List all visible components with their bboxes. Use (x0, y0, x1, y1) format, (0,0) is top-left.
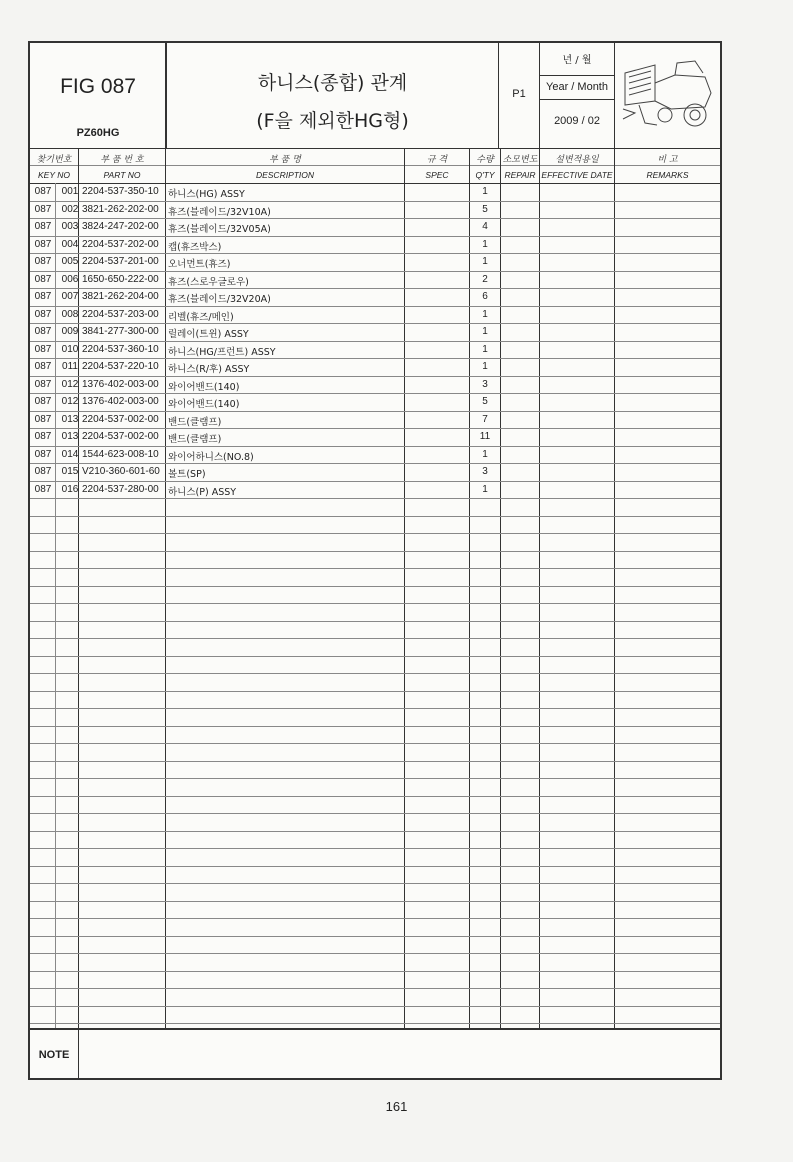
row-rule (30, 656, 720, 657)
year-month-value: 2009 / 02 (554, 115, 600, 127)
row-rule (30, 638, 720, 639)
row-rule (30, 691, 720, 692)
column-header-effective-date: EFFECTIVE DATE (541, 170, 613, 180)
item-number: 003 (61, 221, 79, 232)
machine-illustration (615, 43, 722, 148)
quantity: 3 (482, 466, 488, 477)
part-number: 1544-623-008-10 (82, 448, 159, 460)
part-number: 1376-402-003-00 (82, 378, 159, 390)
column-header-qty-kr: 수량 (476, 155, 494, 165)
column-header-effective-date-kr: 설변적용일 (555, 155, 599, 165)
item-number: 008 (61, 308, 79, 320)
item-number: 016 (61, 483, 79, 495)
table-row (30, 447, 720, 464)
table-row (30, 412, 720, 429)
table-row (30, 394, 720, 411)
column-header-spec-kr: 규 격 (426, 155, 448, 165)
quantity: 1 (482, 308, 488, 320)
divider (614, 43, 615, 148)
figure-box (30, 43, 167, 148)
row-rule (30, 988, 720, 989)
column-header-key-kr: 찾기번호 (36, 155, 72, 165)
row-rule (30, 551, 720, 552)
quantity: 7 (482, 413, 488, 425)
item-number: 007 (61, 291, 79, 302)
part-description: 휴즈(블레이드/32V10A) (168, 206, 271, 218)
key-number: 087 (34, 361, 52, 372)
row-rule (30, 516, 720, 517)
key-number: 087 (34, 203, 52, 215)
part-number: 2204-537-203-00 (82, 308, 159, 320)
key-number: 087 (34, 413, 52, 425)
key-number: 087 (34, 483, 52, 495)
item-number: 012 (61, 378, 79, 390)
column-header-repair-kr: 소모변도 (502, 155, 538, 165)
key-number: 087 (34, 273, 52, 285)
row-rule (30, 918, 720, 919)
part-description: 오너먼트(휴즈) (168, 259, 231, 270)
parts-list-sheet (28, 41, 722, 1080)
part-number: 2204-537-002-00 (82, 413, 159, 425)
item-number: 006 (61, 273, 79, 285)
table-row (30, 464, 720, 481)
key-number: 087 (34, 378, 52, 390)
item-number: 014 (61, 448, 79, 460)
key-number: 087 (34, 256, 52, 267)
part-description: 휴즈(블레이드/32V05A) (168, 224, 271, 235)
part-number: 2204-537-202-00 (82, 238, 159, 250)
row-rule (30, 708, 720, 709)
column-header-part: PART NO (103, 170, 141, 180)
row-rule (30, 936, 720, 937)
part-number: 3821-262-202-00 (82, 203, 159, 215)
part-number: 3841-277-300-00 (82, 326, 159, 337)
key-number: 087 (34, 291, 52, 302)
key-number: 087 (34, 396, 52, 407)
key-number: 087 (34, 186, 52, 197)
quantity: 1 (482, 238, 488, 250)
table-row (30, 272, 720, 289)
part-description: 하니스(P) ASSY (168, 486, 237, 498)
part-number: 3824-247-202-00 (82, 221, 159, 232)
quantity: 1 (482, 186, 488, 197)
divider (30, 148, 720, 149)
column-header-spec: SPEC (425, 170, 449, 180)
item-number: 015 (61, 466, 79, 477)
column-header-key: KEY NO (38, 170, 70, 180)
table-row (30, 202, 720, 219)
model-name: PZ60HG (76, 127, 120, 139)
table-row (30, 307, 720, 324)
key-number: 087 (34, 308, 52, 320)
item-number: 001 (61, 186, 79, 197)
part-number: 1376-402-003-00 (82, 396, 159, 407)
title-line-1: 하니스(종합) 관계 (257, 72, 408, 94)
row-rule (30, 1023, 720, 1024)
page-number: 161 (385, 1099, 408, 1114)
part-description: 하니스(HG/프런트) ASSY (168, 346, 276, 358)
year-month-label: Year / Month (546, 81, 608, 93)
row-rule (30, 743, 720, 744)
table-row (30, 377, 720, 394)
quantity: 1 (482, 361, 488, 372)
divider (498, 43, 499, 148)
table-row (30, 184, 720, 201)
year-month-box (540, 43, 614, 148)
table-row (30, 429, 720, 446)
part-description: 휴즈(블레이드/32V20A) (168, 294, 271, 305)
part-number: 2204-537-280-00 (82, 483, 159, 495)
column-header-part-kr: 부 품 번 호 (100, 155, 144, 165)
row-rule (30, 603, 720, 604)
quantity: 3 (482, 378, 488, 390)
part-description: 하니스(HG) ASSY (168, 189, 245, 200)
part-number: 2204-537-350-10 (82, 186, 159, 197)
part-number: V210-360-601-60 (82, 466, 160, 477)
part-description: 밴드(클램프) (168, 416, 222, 428)
part-description: 밴드(클램프) (168, 434, 222, 445)
title-line-2: (F을 제외한HG형) (256, 110, 409, 132)
quantity: 1 (482, 256, 488, 267)
key-number: 087 (34, 466, 52, 477)
part-description: 볼트(SP) (168, 469, 206, 480)
table-row (30, 342, 720, 359)
item-number: 013 (61, 431, 79, 442)
part-description: 릴레이(트윈) ASSY (168, 329, 249, 340)
table-row (30, 254, 720, 271)
item-number: 010 (61, 343, 79, 355)
quantity: 11 (479, 431, 491, 442)
item-number: 004 (61, 238, 79, 250)
part-description: 하니스(R/후) ASSY (168, 364, 250, 375)
part-description: 캡(휴즈박스) (168, 241, 222, 253)
divider (78, 1028, 79, 1078)
quantity: 5 (482, 203, 488, 215)
row-rule (30, 726, 720, 727)
row-rule (30, 568, 720, 569)
row-rule (30, 953, 720, 954)
item-number: 002 (61, 203, 79, 215)
key-number: 087 (34, 343, 52, 355)
column-header-remarks-kr: 비 고 (657, 155, 678, 165)
table-row (30, 359, 720, 376)
row-rule (30, 971, 720, 972)
row-rule (30, 533, 720, 534)
key-number: 087 (34, 448, 52, 460)
row-rule (30, 761, 720, 762)
part-number: 3821-262-204-00 (82, 291, 159, 302)
column-header-remarks: REMARKS (646, 170, 689, 180)
table-row (30, 324, 720, 341)
divider (30, 1028, 720, 1030)
figure-number: FIG 087 (60, 75, 136, 98)
part-number: 1650-650-222-00 (82, 273, 159, 285)
quantity: 5 (482, 396, 488, 407)
divider (539, 43, 540, 148)
part-description: 와이어하니스(NO.8) (168, 451, 254, 463)
item-number: 005 (61, 256, 79, 267)
key-number: 087 (34, 326, 52, 337)
rice-transplanter-icon (615, 43, 722, 148)
part-number: 2204-537-201-00 (82, 256, 159, 267)
key-number: 087 (34, 221, 52, 232)
quantity: 1 (482, 448, 488, 460)
row-rule (30, 1006, 720, 1007)
key-number: 087 (34, 431, 52, 442)
note-label: NOTE (38, 1049, 70, 1061)
table-row (30, 482, 720, 499)
quantity: 1 (482, 483, 488, 495)
item-number: 013 (61, 413, 79, 425)
page-box (499, 43, 539, 148)
divider (540, 99, 614, 100)
column-header-qty: Q'TY (475, 170, 495, 180)
quantity: 1 (482, 326, 488, 337)
quantity: 4 (482, 221, 488, 232)
year-month-korean-label: 년 / 월 (562, 55, 592, 66)
part-description: 와이어밴드(140) (168, 399, 240, 410)
item-number: 012 (61, 396, 79, 407)
row-rule (30, 796, 720, 797)
row-rule (30, 901, 720, 902)
quantity: 6 (482, 291, 488, 302)
row-rule (30, 866, 720, 867)
table-row (30, 219, 720, 236)
table-row (30, 289, 720, 306)
item-number: 011 (62, 361, 78, 372)
column-header-repair: REPAIR (504, 170, 536, 180)
part-number: 2204-537-220-10 (82, 361, 159, 372)
part-description: 휴즈(스로우글로우) (168, 276, 249, 288)
part-number: 2204-537-002-00 (82, 431, 159, 442)
divider (30, 165, 720, 166)
row-rule (30, 621, 720, 622)
row-rule (30, 673, 720, 674)
part-number: 2204-537-360-10 (82, 343, 159, 355)
page-label: P1 (512, 88, 526, 100)
divider (540, 75, 614, 76)
row-rule (30, 883, 720, 884)
item-number: 009 (61, 326, 79, 337)
row-rule (30, 586, 720, 587)
title-box (167, 43, 498, 148)
column-header-description-kr: 부 품 명 (269, 155, 301, 165)
part-description: 리벨(휴즈/메인) (168, 311, 234, 323)
quantity: 2 (482, 273, 488, 285)
row-rule (30, 813, 720, 814)
row-rule (30, 778, 720, 779)
quantity: 1 (482, 343, 488, 355)
table-row (30, 237, 720, 254)
column-header-description: DESCRIPTION (255, 170, 315, 180)
part-description: 와이어밴드(140) (168, 381, 240, 393)
key-number: 087 (34, 238, 52, 250)
row-rule (30, 831, 720, 832)
row-rule (30, 848, 720, 849)
